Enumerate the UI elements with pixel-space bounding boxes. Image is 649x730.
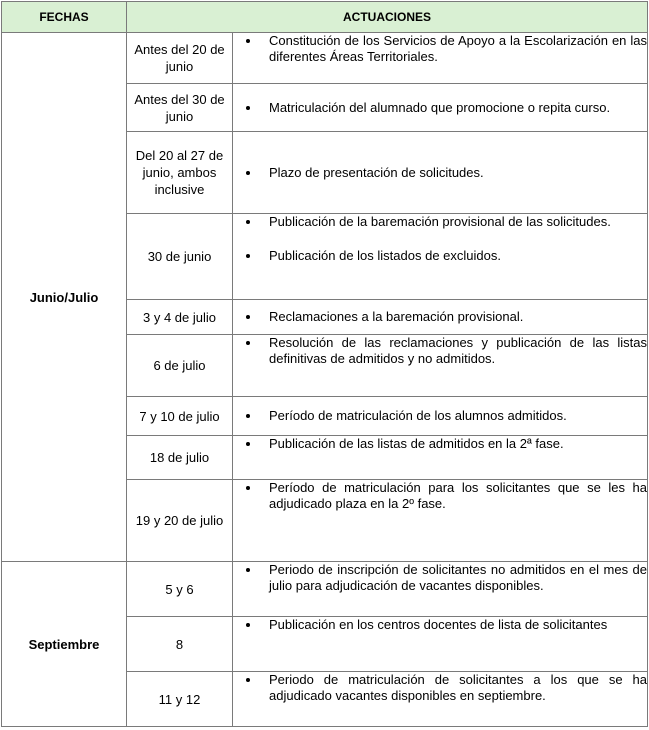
actions-list xyxy=(233,436,647,452)
action-item: • Matriculación del alumnado que promocione o repita curso. xyxy=(261,100,647,116)
period-cell: Junio/Julio xyxy=(2,33,127,562)
actions-cell xyxy=(233,33,648,84)
actions-cell xyxy=(233,672,648,727)
date-cell: 3 y 4 de julio xyxy=(127,300,233,335)
date-cell: 19 y 20 de julio xyxy=(127,480,233,562)
actions-list xyxy=(233,214,647,264)
actions-cell xyxy=(233,436,648,480)
actions-cell xyxy=(233,480,648,562)
actions-cell xyxy=(233,562,648,617)
actions-cell xyxy=(233,84,648,132)
date-cell: Del 20 al 27 de junio, ambos inclusive xyxy=(127,132,233,214)
action-item: • Reclamaciones a la baremación provisional. xyxy=(261,309,647,325)
header-actuaciones: ACTUACIONES xyxy=(127,2,648,33)
action-item: • Período de matriculación de los alumnos admitidos. xyxy=(261,408,647,424)
date-cell: 8 xyxy=(127,617,233,672)
action-item: • Período de matriculación para los solicitantes que se les ha adjudicado plaza en la 2º fase. xyxy=(261,480,647,512)
date-cell: Antes del 30 de junio xyxy=(127,84,233,132)
date-cell: 30 de junio xyxy=(127,214,233,300)
date-cell: 7 y 10 de julio xyxy=(127,397,233,436)
actions-list xyxy=(233,672,647,704)
schedule-table xyxy=(1,1,648,727)
actions-cell xyxy=(233,214,648,300)
header-row xyxy=(2,2,648,33)
actions-list xyxy=(233,617,647,633)
action-item: • Plazo de presentación de solicitudes. xyxy=(261,165,647,181)
action-item: • Constitución de los Servicios de Apoyo a la Escolarización en las diferentes Áreas Territoriales. xyxy=(261,33,647,65)
date-cell: 11 y 12 xyxy=(127,672,233,727)
actions-cell xyxy=(233,335,648,397)
actions-list xyxy=(233,309,647,325)
table-row xyxy=(2,562,648,617)
actions-cell xyxy=(233,397,648,436)
action-item: • Publicación de la baremación provisional de las solicitudes. xyxy=(261,214,647,230)
actions-cell xyxy=(233,300,648,335)
action-item: • Periodo de matriculación de solicitantes a los que se ha adjudicado vacantes disponibles en septiembre. xyxy=(261,672,647,704)
action-item: • Periodo de inscripción de solicitantes no admitidos en el mes de julio para adjudicación de vacantes disponibles. xyxy=(261,562,647,594)
date-cell: 18 de julio xyxy=(127,436,233,480)
date-cell: 5 y 6 xyxy=(127,562,233,617)
table-row xyxy=(2,33,648,84)
actions-cell xyxy=(233,132,648,214)
actions-list xyxy=(233,165,647,181)
actions-list xyxy=(233,335,647,367)
actions-list xyxy=(233,408,647,424)
date-cell: Antes del 20 de junio xyxy=(127,33,233,84)
actions-list xyxy=(233,33,647,65)
action-item: • Publicación de las listas de admitidos en la 2ª fase. xyxy=(261,436,647,452)
action-item: • Publicación de los listados de excluidos. xyxy=(261,248,647,264)
action-item: • Resolución de las reclamaciones y publicación de las listas definitivas de admitidos y no admitidos. xyxy=(261,335,647,367)
actions-list xyxy=(233,100,647,116)
period-cell: Septiembre xyxy=(2,562,127,727)
actions-cell xyxy=(233,617,648,672)
actions-list xyxy=(233,562,647,594)
header-fechas: FECHAS xyxy=(2,2,127,33)
actions-list xyxy=(233,480,647,512)
action-item: • Publicación en los centros docentes de lista de solicitantes xyxy=(261,617,647,633)
date-cell: 6 de julio xyxy=(127,335,233,397)
